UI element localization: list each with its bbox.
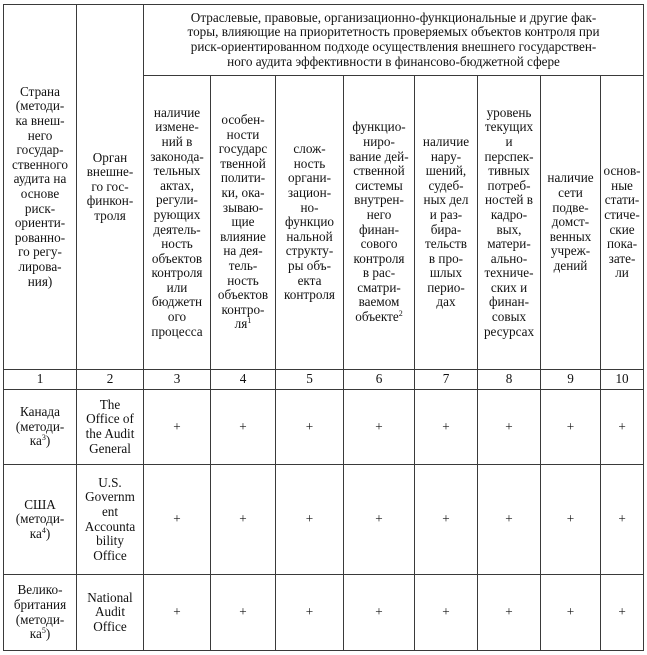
mark-cell: + [415,465,478,575]
table-row-canada [4,390,644,465]
column-number: 9 [541,370,601,390]
header-factor-6: функцио- ниро- вание дей- ственной системы внутрен- него финан- сового контроля в рас- сматри- ваемом объекте$^2$ [344,76,415,370]
header-factor-4: особен- ности государс твенной полити- ки, ока- зываю- щие влияние на дея- тель- ность объектов контро- $ля^1$ [211,76,276,370]
mark-cell: + [601,390,644,465]
mark-cell: + [211,390,276,465]
table-row-usa [4,465,644,575]
header-factor-5: слож- ность органи- зацион- но- функцио нальной структу- ры объ- екта контроля [276,76,344,370]
column-number: 8 [478,370,541,390]
mark-cell: + [478,575,541,651]
risk-factors-table [3,4,644,651]
mark-cell: + [144,390,211,465]
organ-cell: U.S. Governm ent Accounta bility Office [77,465,144,575]
header-factor-10: основ- ные стати- стиче- ские пока- зате- ли [601,76,644,370]
header-factor-8: уровень текущих и перспек- тивных потреб- ностей в кадро- вых, матери- ально- техниче- ских и финан- совых ресурсах [478,76,541,370]
mark-cell: + [415,390,478,465]
mark-cell: + [541,575,601,651]
column-number: 3 [144,370,211,390]
column-number: 5 [276,370,344,390]
column-number: 1 [4,370,77,390]
column-number: 2 [77,370,144,390]
mark-cell: + [601,575,644,651]
column-number: 10 [601,370,644,390]
mark-cell: + [601,465,644,575]
mark-cell: + [344,390,415,465]
mark-cell: + [211,575,276,651]
organ-cell: National Audit Office [77,575,144,651]
header-factor-3: наличие измене- ний в законода- тельных актах, регули- рующих деятель- ность объектов контроля или бюджетн ого процесса [144,76,211,370]
mark-cell: + [541,390,601,465]
header-factors-group: Отраслевые, правовые, организационно-функциональные и другие фак- торы, влияющие на приоритетность проверяемых объектов контроля при риск-ориентированном подходе осуществления внешнего государствен- ного аудита эффективности в финансово-бюджетной сфере [144,5,644,76]
country-cell: Велико- британия (методи- $ка^5$) [4,575,77,651]
country-cell: Канада (методи- $ка^3$) [4,390,77,465]
mark-cell: + [478,465,541,575]
mark-cell: + [276,390,344,465]
mark-cell: + [276,575,344,651]
column-number: 6 [344,370,415,390]
header-organ: Орган внешне- го гос- финкон- троля [77,5,144,370]
mark-cell: + [211,465,276,575]
mark-cell: + [144,465,211,575]
country-cell: США (методи- $ка^4$) [4,465,77,575]
mark-cell: + [344,575,415,651]
header-country: Страна (методи- ка внеш- него государ- ственного аудита на основе риск- ориенти- рованно- го регу- лирова- ния) [4,5,77,370]
mark-cell: + [144,575,211,651]
column-numbers-row [4,370,644,390]
mark-cell: + [344,465,415,575]
mark-cell: + [541,465,601,575]
mark-cell: + [276,465,344,575]
mark-cell: + [478,390,541,465]
header-factor-7: наличие нару- шений, судеб- ных дел и раз- бира- тельств в про- шлых перио- дах [415,76,478,370]
organ-cell: The Office of the Audit General [77,390,144,465]
table-row-uk [4,575,644,651]
column-number: 7 [415,370,478,390]
header-factor-9: наличие сети подве- домст- венных учреж- дений [541,76,601,370]
column-number: 4 [211,370,276,390]
mark-cell: + [415,575,478,651]
